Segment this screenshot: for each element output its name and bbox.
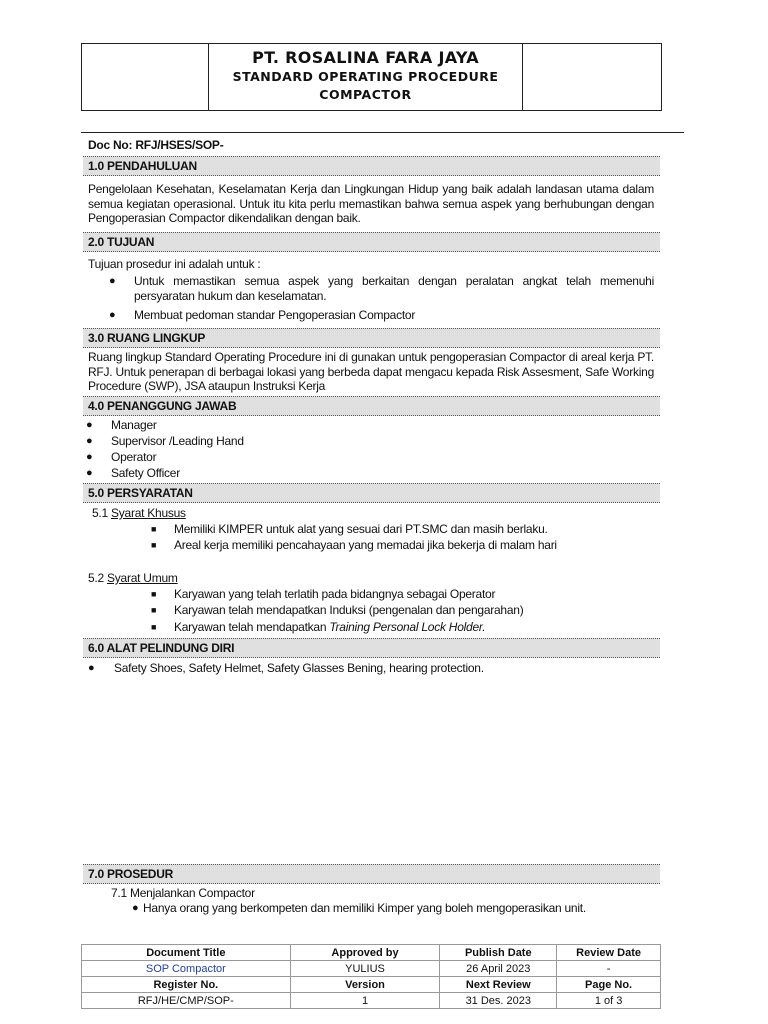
syarat-umum-item-3-italic: Training Personal Lock Holder.	[329, 620, 486, 634]
value-approved-by: YULIUS	[290, 961, 440, 977]
syarat-khusus-title: Syarat Khusus	[111, 506, 186, 520]
list-item	[86, 434, 244, 449]
document-header	[81, 43, 662, 111]
syarat-khusus-item-1: Memiliki KIMPER untuk alat yang sesuai dari PT.SMC dan masih berlaku.	[174, 522, 548, 536]
square-bullet-icon: ■	[151, 605, 157, 615]
syarat-khusus-heading	[92, 506, 186, 520]
label-review-date: Review Date	[557, 945, 661, 961]
bullet-icon: ●	[86, 451, 93, 463]
list-item	[109, 308, 654, 323]
square-bullet-icon: ■	[151, 622, 157, 632]
responsible-manager: Manager	[111, 418, 157, 432]
document-type: STANDARD OPERATING PROCEDURE	[232, 69, 499, 84]
value-version: 1	[290, 993, 440, 1009]
label-document-title: Document Title	[82, 945, 291, 961]
header-title-cell	[209, 44, 522, 110]
table-row	[82, 961, 661, 977]
label-next-review: Next Review	[440, 977, 557, 993]
list-item	[151, 522, 548, 537]
syarat-umum-item-3-text: Karyawan telah mendapatkan	[174, 620, 330, 634]
value-next-review: 31 Des. 2023	[440, 993, 557, 1009]
syarat-umum-number: 5.2	[88, 571, 108, 585]
responsible-supervisor: Supervisor /Leading Hand	[111, 434, 244, 448]
syarat-umum-item-2: Karyawan telah mendapatkan Induksi (pengenalan dan pengarahan)	[174, 603, 524, 617]
value-document-title: SOP Compactor	[82, 961, 291, 977]
list-item	[132, 901, 586, 916]
bullet-icon: ●	[132, 902, 139, 914]
section-prosedur-heading: 7.0 PROSEDUR	[83, 864, 660, 884]
syarat-umum-item-3	[174, 620, 485, 635]
header-divider	[81, 132, 684, 133]
bullet-icon: ●	[88, 662, 95, 674]
list-item	[151, 603, 523, 618]
header-logo-cell	[82, 44, 209, 110]
section-ruang-lingkup-text: Ruang lingkup Standard Operating Procedure ini di gunakan untuk pengoperasian Compactor di areal kerja PT. RFJ. Untuk penerapan di berbagai lokasi yang berbeda dapat mengacu kepada Risk Assesment, Safe Working Procedure (SWP), JSA ataupun Instruksi Kerja	[88, 350, 654, 393]
list-item	[151, 538, 557, 553]
section-apd-heading: 6.0 ALAT PELINDUNG DIRI	[83, 638, 660, 658]
value-publish-date: 26 April 2023	[440, 961, 557, 977]
syarat-umum-item-1: Karyawan yang telah terlatih pada bidangnya sebagai Operator	[174, 587, 496, 601]
syarat-khusus-number: 5.1	[92, 506, 112, 520]
responsible-safety-officer: Safety Officer	[111, 466, 180, 480]
section-ruang-lingkup-heading: 3.0 RUANG LINGKUP	[83, 328, 660, 348]
section-penanggung-jawab-heading: 4.0 PENANGGUNG JAWAB	[83, 396, 660, 416]
bullet-icon: ●	[109, 275, 116, 287]
section-tujuan-heading: 2.0 TUJUAN	[83, 232, 660, 252]
document-control-table	[81, 944, 661, 1009]
company-name: PT. ROSALINA FARA JAYA	[252, 48, 479, 67]
section-persyaratan-heading: 5.0 PERSYARATAN	[83, 483, 660, 503]
doc-number: Doc No: RFJ/HSES/SOP-	[88, 138, 224, 152]
responsible-operator: Operator	[111, 450, 157, 464]
section-pendahuluan-text: Pengelolaan Kesehatan, Keselamatan Kerja dan Lingkungan Hidup yang baik adalah landasan utama dalam semua kegiatan operasional. Untuk itu kita perlu memastikan bahwa semua aspek yang berhubungan dengan Pengoperasian Compactor dikendalikan dengan baik.	[88, 182, 654, 225]
list-item	[86, 466, 180, 481]
label-version: Version	[290, 977, 440, 993]
square-bullet-icon: ■	[151, 589, 157, 599]
label-publish-date: Publish Date	[440, 945, 557, 961]
tujuan-intro: Tujuan prosedur ini adalah untuk :	[88, 257, 261, 271]
bullet-icon: ●	[86, 419, 93, 431]
square-bullet-icon: ■	[151, 540, 157, 550]
document-subject: COMPACTOR	[319, 87, 412, 102]
value-register-no: RFJ/HE/CMP/SOP-	[82, 993, 291, 1009]
bullet-icon: ●	[86, 467, 93, 479]
table-row	[82, 993, 661, 1009]
apd-item: Safety Shoes, Safety Helmet, Safety Glasses Bening, hearing protection.	[114, 661, 484, 675]
value-review-date: -	[557, 961, 661, 977]
tujuan-item-2: Membuat pedoman standar Pengoperasian Compactor	[134, 308, 416, 322]
list-item	[88, 661, 484, 676]
value-page-no: 1 of 3	[557, 993, 661, 1009]
section-pendahuluan-heading: 1.0 PENDAHULUAN	[83, 156, 660, 176]
bullet-icon: ●	[109, 309, 116, 321]
list-item	[151, 620, 485, 635]
label-page-no: Page No.	[557, 977, 661, 993]
tujuan-item-1: Untuk memastikan semua aspek yang berkaitan dengan peralatan angkat telah memenuhi persyaratan hukum dan keselamatan.	[134, 274, 654, 303]
prosedur-item-1: Hanya orang yang berkompeten dan memiliki Kimper yang boleh mengoperasikan unit.	[143, 901, 586, 915]
bullet-icon: ●	[86, 435, 93, 447]
header-right-cell	[522, 44, 661, 110]
list-item	[109, 274, 654, 303]
square-bullet-icon: ■	[151, 524, 157, 534]
syarat-umum-heading	[88, 571, 178, 585]
table-row	[82, 977, 661, 993]
list-item	[151, 587, 495, 602]
label-approved-by: Approved by	[290, 945, 440, 961]
prosedur-sub-heading: 7.1 Menjalankan Compactor	[111, 886, 255, 900]
table-row	[82, 945, 661, 961]
syarat-khusus-item-2: Areal kerja memiliki pencahayaan yang memadai jika bekerja di malam hari	[174, 538, 557, 552]
syarat-umum-title: Syarat Umum	[107, 571, 178, 585]
list-item	[86, 450, 156, 465]
label-register-no: Register No.	[82, 977, 291, 993]
list-item	[86, 418, 157, 433]
